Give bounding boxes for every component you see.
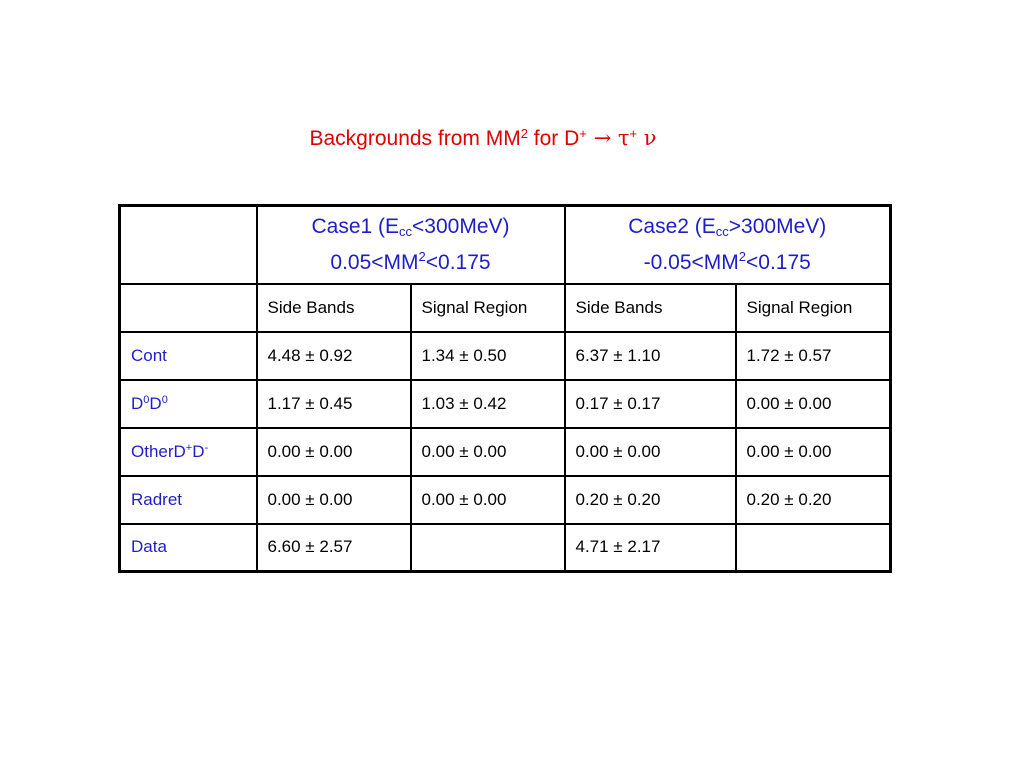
table-cell: 0.00 ± 0.00 xyxy=(411,428,565,476)
case-header-row xyxy=(120,206,891,284)
table-row xyxy=(120,428,891,476)
table-cell: 0.00 ± 0.00 xyxy=(736,380,891,428)
table-cell: 0.20 ± 0.20 xyxy=(736,476,891,524)
table-row xyxy=(120,332,891,380)
page-title: Backgrounds from $MM^2$ for D+ → τ+ ν xyxy=(309,126,657,150)
table-row xyxy=(120,380,891,428)
backgrounds-table xyxy=(118,204,892,573)
table-cell: 6.37 ± 1.10 xyxy=(565,332,736,380)
row-label: OtherD+D- xyxy=(120,428,257,476)
table-row xyxy=(120,524,891,572)
table-cell: 6.60 ± 2.57 xyxy=(257,524,411,572)
table-cell: 1.03 ± 0.42 xyxy=(411,380,565,428)
column-header: Signal Region xyxy=(411,284,565,332)
table-cell: 1.17 ± 0.45 xyxy=(257,380,411,428)
table-cell: 0.20 ± 0.20 xyxy=(565,476,736,524)
row-label: $D^0D^0$ xyxy=(120,380,257,428)
column-header: Side Bands xyxy=(257,284,411,332)
case2-header: Case2 $(E_{cc}>300MeV)$ $-0.05<MM^2<0.175$ xyxy=(565,206,891,284)
table-cell: 0.00 ± 0.00 xyxy=(257,476,411,524)
table-cell: 0.00 ± 0.00 xyxy=(411,476,565,524)
table-row xyxy=(120,476,891,524)
table-cell: 0.17 ± 0.17 xyxy=(565,380,736,428)
column-header: Signal Region xyxy=(736,284,891,332)
table-cell: 1.34 ± 0.50 xyxy=(411,332,565,380)
row-label: Data xyxy=(120,524,257,572)
corner-cell xyxy=(120,284,257,332)
case1-header: Case1 $(E_{cc}<300MeV)$ $0.05<MM^2<0.175$ xyxy=(257,206,565,284)
row-label: Radret xyxy=(120,476,257,524)
region-header-row xyxy=(120,284,891,332)
column-header: Side Bands xyxy=(565,284,736,332)
table-cell: 0.00 ± 0.00 xyxy=(565,428,736,476)
table-cell: 4.71 ± 2.17 xyxy=(565,524,736,572)
corner-cell xyxy=(120,206,257,284)
table-cell: 4.48 ± 0.92 xyxy=(257,332,411,380)
table-cell: 0.00 ± 0.00 xyxy=(257,428,411,476)
table-cell xyxy=(411,524,565,572)
row-label: Cont xyxy=(120,332,257,380)
table-cell: 1.72 ± 0.57 xyxy=(736,332,891,380)
table-cell xyxy=(736,524,891,572)
table-cell: 0.00 ± 0.00 xyxy=(736,428,891,476)
